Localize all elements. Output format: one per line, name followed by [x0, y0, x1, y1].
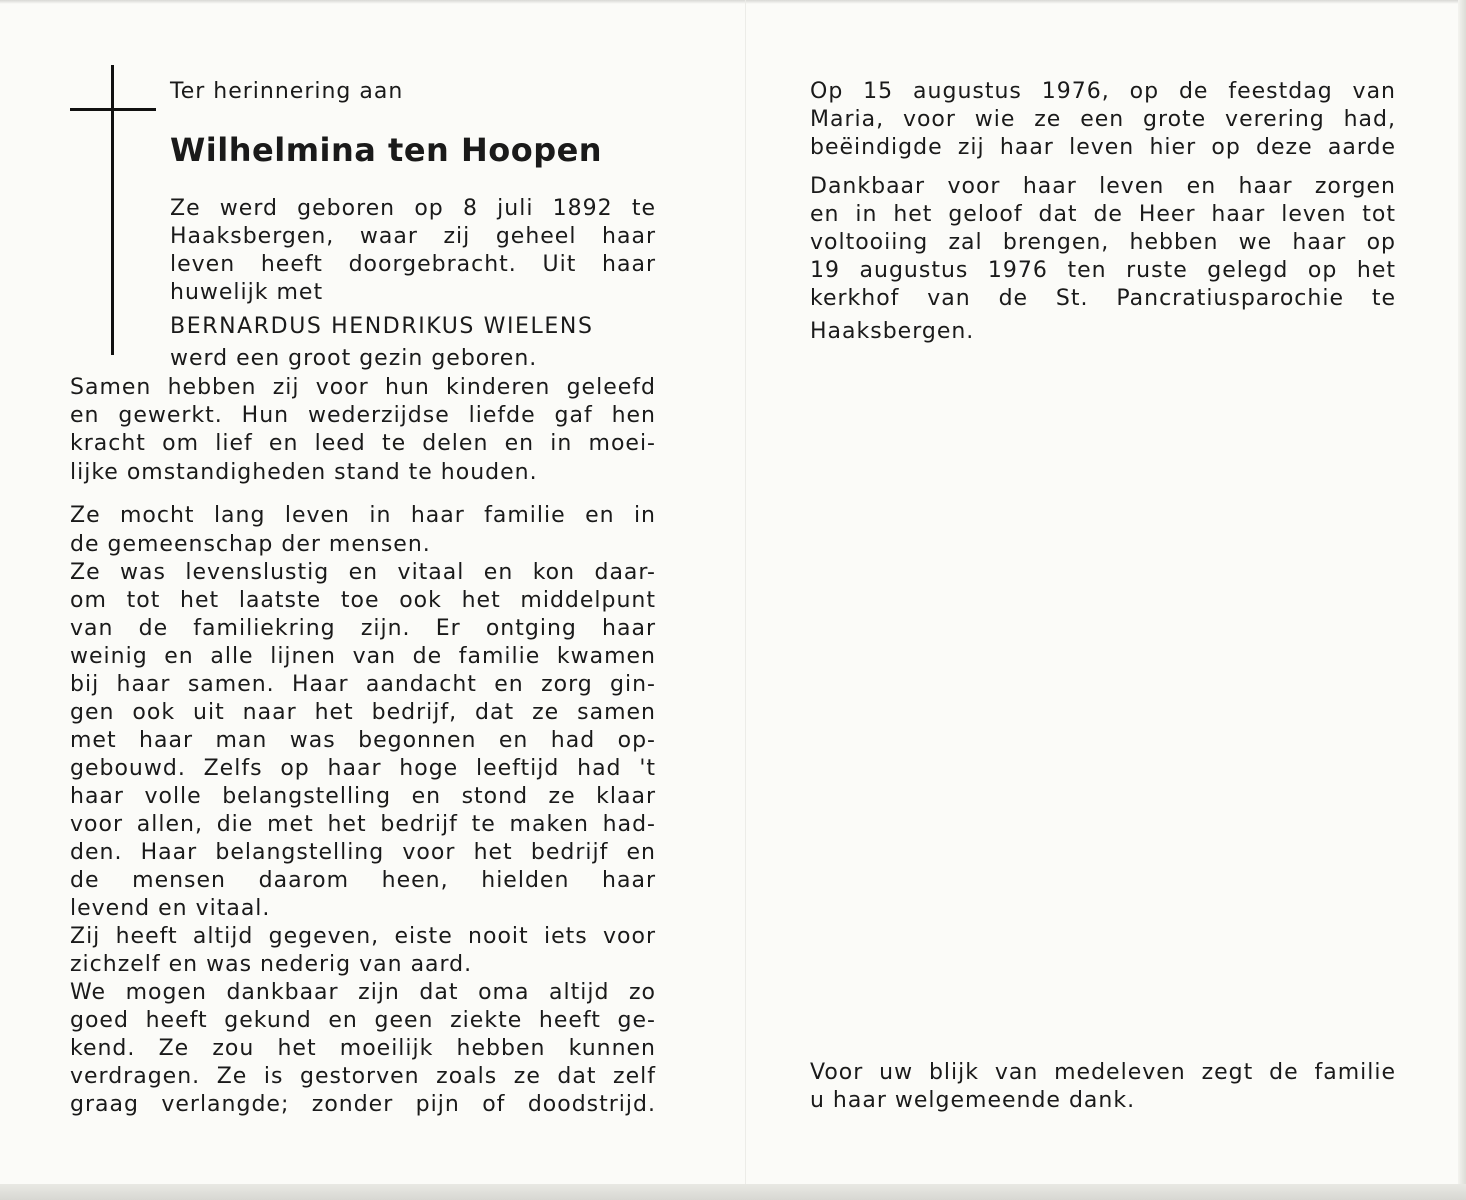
left-line: gen ook uit naar het bedrijf, dat ze samen — [70, 700, 656, 725]
left-line: levend en vitaal. — [70, 896, 271, 921]
closing-line: u haar welgemeende dank. — [810, 1088, 1136, 1113]
left-line: kend. Ze zou het moeilijk hebben kunnen — [70, 1036, 656, 1061]
right-line: Haaksbergen. — [810, 319, 975, 344]
deceased-name: Wilhelmina ten Hoopen — [170, 131, 603, 169]
intro-text: Ter herinnering aan — [170, 79, 404, 104]
left-line: en gewerkt. Hun wederzijdse liefde gaf hen — [70, 403, 656, 428]
left-line: Haaksbergen, waar zij geheel haar — [170, 224, 656, 249]
left-line: de mensen daarom heen, hielden haar — [70, 868, 656, 893]
left-line: weinig en alle lijnen van de familie kwamen — [70, 644, 656, 669]
left-line: Ze was levenslustig en vitaal en kon daar- — [70, 560, 656, 585]
paper-bottom-edge — [0, 1184, 1466, 1200]
right-line: 19 augustus 1976 ten ruste gelegd op het — [810, 258, 1396, 283]
left-line: Samen hebben zij voor hun kinderen geleefd — [70, 375, 656, 400]
left-line: werd een groot gezin geboren. — [170, 346, 538, 371]
card-fold — [745, 0, 746, 1184]
left-line: met haar man was begonnen en had op- — [70, 728, 656, 753]
left-line: van de familiekring zijn. Er ontging haar — [70, 616, 656, 641]
cross-horizontal-bar — [70, 108, 156, 111]
left-line: den. Haar belangstelling voor het bedrijf en — [70, 840, 656, 865]
paper-top-edge — [0, 0, 1466, 4]
right-line: voltooiing zal brengen, hebben we haar op — [810, 230, 1396, 255]
right-line: Op 15 augustus 1976, op de feestdag van — [810, 79, 1396, 104]
left-line: voor allen, die met het bedrijf te maken had- — [70, 812, 656, 837]
left-line: leven heeft doorgebracht. Uit haar — [170, 252, 656, 277]
right-line: Dankbaar voor haar leven en haar zorgen — [810, 174, 1396, 199]
left-line: zichzelf en was nederig van aard. — [70, 952, 473, 977]
right-line: Maria, voor wie ze een grote verering had, — [810, 107, 1396, 132]
left-line: Ze mocht lang leven in haar familie en in — [70, 503, 656, 528]
paper-right-edge — [1458, 0, 1466, 1200]
closing-line: Voor uw blijk van medeleven zegt de familie — [810, 1060, 1396, 1085]
left-line: om tot het laatste toe ook het middelpunt — [70, 588, 656, 613]
left-line: huwelijk met — [170, 280, 324, 305]
left-line: We mogen dankbaar zijn dat oma altijd zo — [70, 980, 656, 1005]
left-line: bij haar samen. Haar aandacht en zorg gin- — [70, 672, 656, 697]
right-line: kerkhof van de St. Pancratiusparochie te — [810, 286, 1396, 311]
left-line: verdragen. Ze is gestorven zoals ze dat zelf — [70, 1064, 656, 1089]
right-line: beëindigde zij haar leven hier op deze aarde — [810, 135, 1396, 160]
left-line: lijke omstandigheden stand te houden. — [70, 460, 538, 485]
left-line: de gemeenschap der mensen. — [70, 532, 431, 557]
right-line: en in het geloof dat de Heer haar leven tot — [810, 202, 1396, 227]
left-line: haar volle belangstelling en stond ze klaar — [70, 784, 656, 809]
left-line: graag verlangde; zonder pijn of doodstrijd. — [70, 1092, 656, 1117]
left-line: goed heeft gekund en geen ziekte heeft ge- — [70, 1008, 656, 1033]
left-line: kracht om lief en leed te delen en in moei- — [70, 431, 656, 456]
spouse-name: BERNARDUS HENDRIKUS WIELENS — [170, 314, 594, 339]
left-line: gebouwd. Zelfs op haar hoge leeftijd had 't — [70, 756, 656, 781]
left-line: Zij heeft altijd gegeven, eiste nooit iets voor — [70, 924, 656, 949]
left-line: Ze werd geboren op 8 juli 1892 te — [170, 196, 656, 221]
